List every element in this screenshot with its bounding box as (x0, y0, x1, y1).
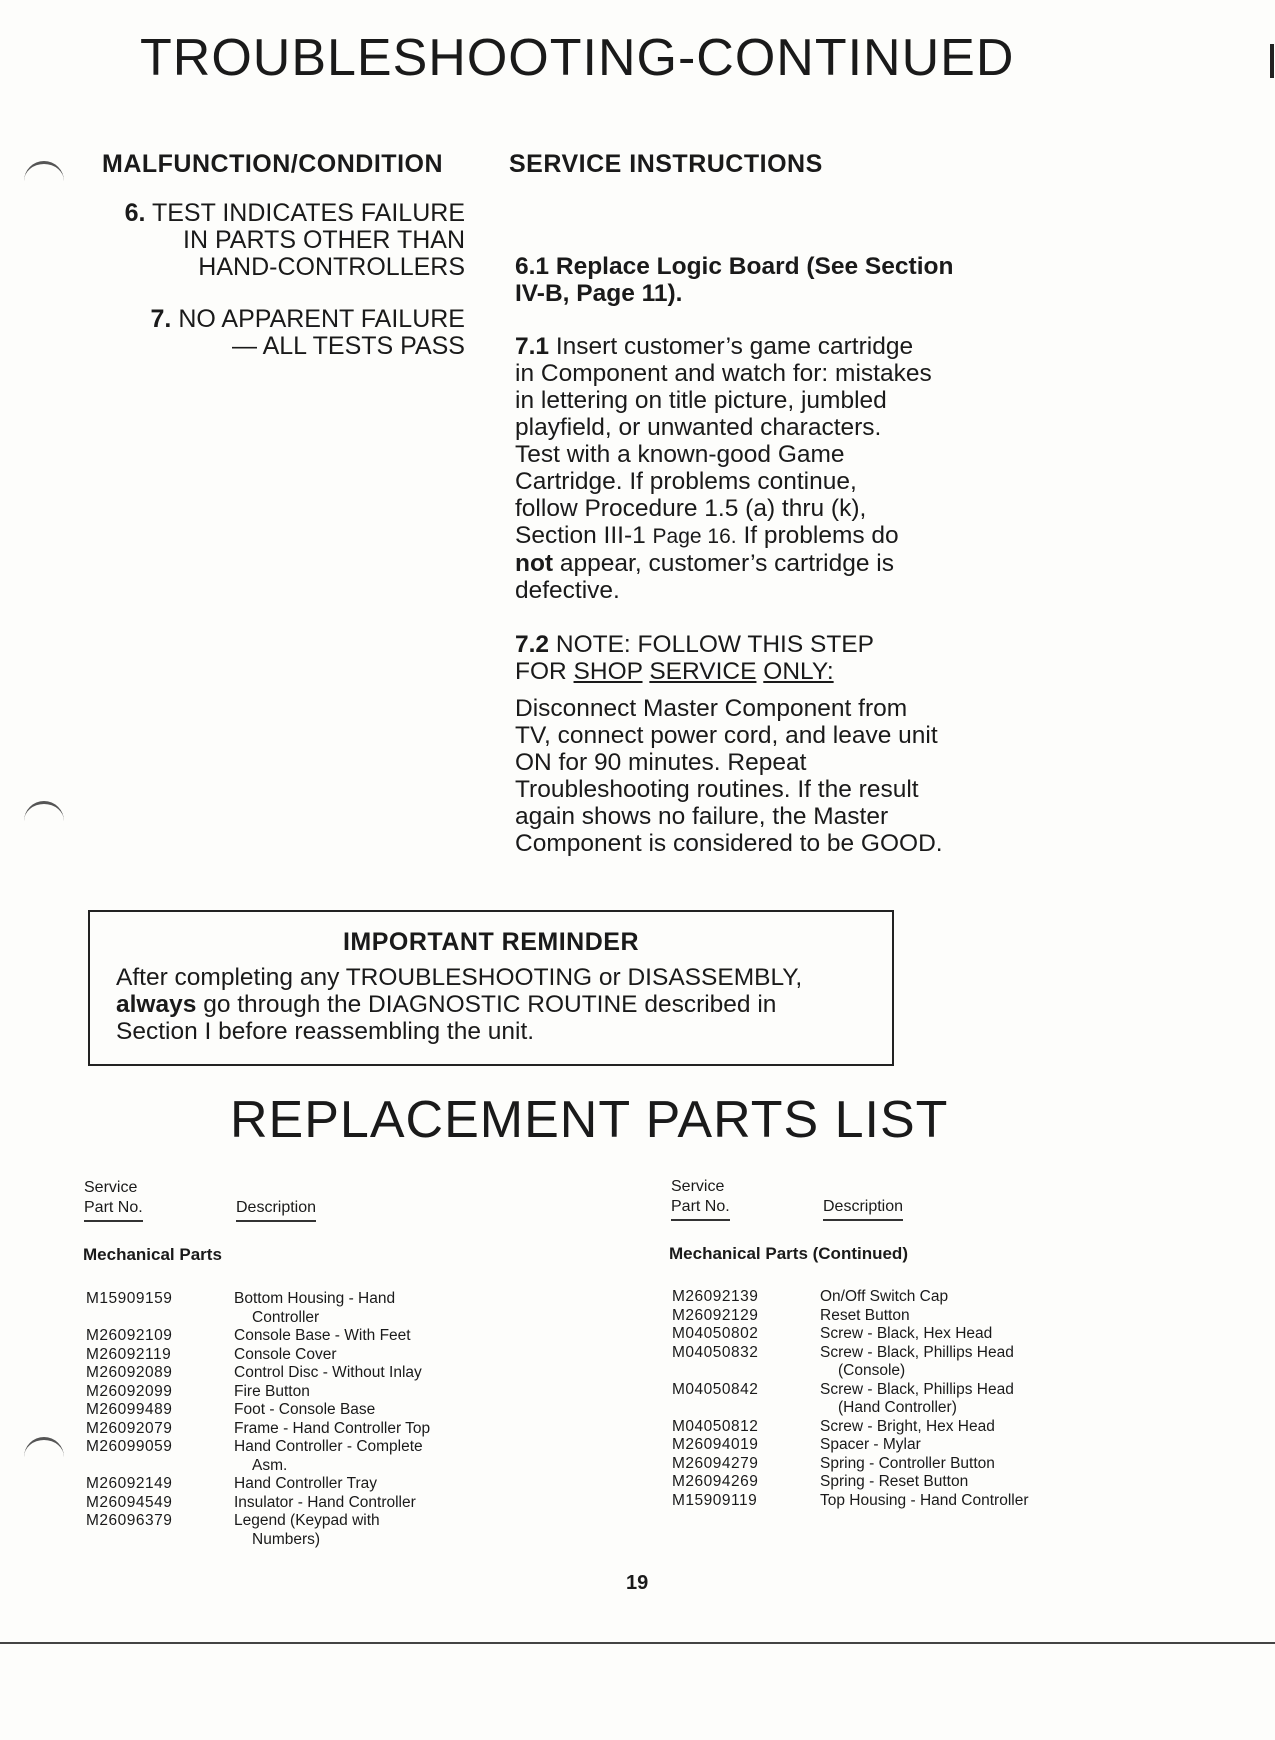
part-description (234, 1327, 474, 1346)
part-number: M26094269 (672, 1473, 759, 1490)
part-description (820, 1455, 1060, 1474)
malfunction-item-6 (45, 200, 465, 281)
part-description (820, 1473, 1060, 1492)
step-number: 7.1 (515, 333, 550, 360)
step-text: FOR (515, 658, 567, 685)
part-description (820, 1288, 1060, 1307)
part-number: M26092139 (672, 1288, 759, 1305)
part-number: M26092119 (86, 1345, 172, 1363)
step-text: Replace Logic Board (See Section (555, 253, 954, 280)
table-row (86, 1475, 474, 1494)
description-continuation: (Hand Controller) (838, 1399, 957, 1416)
part-number: M26092079 (86, 1419, 173, 1437)
part-description (234, 1364, 474, 1383)
description-text: Console Base - With Feet (234, 1327, 411, 1344)
service-step-7-1 (515, 333, 995, 604)
part-description (234, 1346, 474, 1365)
table-row (672, 1492, 1060, 1511)
column-header-service: SERVICE INSTRUCTIONS (509, 150, 823, 178)
header-service: Service (84, 1179, 138, 1196)
reminder-text: Section I before reassembling the unit. (116, 1018, 535, 1045)
step-text: NOTE: FOLLOW THIS STEP (555, 631, 874, 658)
table-row (86, 1494, 474, 1513)
description-text: Screw - Black, Hex Head (820, 1325, 993, 1342)
step-number: 7.2 (515, 631, 550, 658)
description-text: On/Off Switch Cap (820, 1288, 949, 1305)
page-edge-bar (1270, 44, 1274, 78)
step-text: Cartridge. If problems continue, (515, 468, 857, 495)
header-service: Service (671, 1178, 725, 1195)
parts-section-right: Mechanical Parts (Continued) (669, 1244, 908, 1263)
header-description: Description (236, 1198, 316, 1222)
description-text: Foot - Console Base (234, 1401, 376, 1418)
description-text: Spring - Reset Button (820, 1473, 969, 1490)
page-number: 19 (626, 1572, 649, 1594)
part-description (234, 1401, 474, 1420)
table-row (672, 1344, 1060, 1381)
service-step-7-2 (515, 631, 995, 857)
table-row (672, 1307, 1060, 1326)
description-text: Control Disc - Without Inlay (234, 1364, 422, 1381)
description-text: Spacer - Mylar (820, 1436, 921, 1453)
part-number: M04050802 (672, 1325, 759, 1342)
page-title: TROUBLESHOOTING-CONTINUED (140, 29, 1015, 87)
part-number: M26092089 (86, 1364, 173, 1381)
part-description (234, 1512, 474, 1549)
item-number: 7. (150, 305, 172, 333)
step-text: SHOP (573, 658, 643, 685)
item-text: NO APPARENT FAILURE (178, 305, 465, 333)
part-number: M26094019 (672, 1436, 759, 1453)
table-row (86, 1327, 474, 1346)
table-row (86, 1290, 474, 1327)
step-text: in Component and watch for: mistakes (515, 360, 932, 387)
step-text: IV-B, Page 11). (515, 280, 683, 307)
description-text: Fire Button (234, 1382, 310, 1400)
table-row (672, 1288, 1060, 1307)
table-row (86, 1383, 474, 1402)
description-text: Hand Controller Tray (234, 1475, 378, 1492)
header-part-no: Part No. (84, 1198, 143, 1222)
table-row (86, 1346, 474, 1365)
step-text: playfield, or unwanted characters. (515, 414, 882, 441)
reminder-text: go through the DIAGNOSTIC ROUTINE described in (203, 991, 777, 1018)
item-text: IN PARTS OTHER THAN (183, 226, 465, 254)
table-row (86, 1364, 474, 1383)
reminder-title: IMPORTANT REMINDER (342, 928, 640, 956)
description-text: Top Housing - Hand Controller (820, 1491, 1029, 1509)
item-text: — ALL TESTS PASS (232, 332, 465, 360)
important-reminder-box (88, 910, 894, 1066)
part-description (234, 1290, 474, 1327)
part-description (820, 1307, 1060, 1326)
part-description (820, 1492, 1060, 1511)
part-number: M04050842 (672, 1380, 759, 1398)
emphasis-text: always (116, 991, 197, 1018)
table-row (672, 1418, 1060, 1437)
step-text: If problems do (743, 522, 899, 549)
part-description (234, 1383, 474, 1402)
step-text: appear, customer’s cartridge is (559, 550, 894, 577)
header-part-no: Part No. (671, 1197, 730, 1221)
description-text: Spring - Controller Button (820, 1454, 995, 1472)
description-text: Screw - Black, Phillips Head (820, 1343, 1014, 1361)
reminder-text: After completing any TROUBLESHOOTING or DISASSEMBLY, (116, 964, 803, 991)
table-row (672, 1381, 1060, 1418)
part-number: M26099059 (86, 1438, 173, 1455)
part-number: M26092099 (86, 1382, 173, 1400)
step-text: TV, connect power cord, and leave unit (515, 722, 938, 749)
reminder-body (116, 964, 872, 1045)
table-row (672, 1473, 1060, 1492)
description-continuation: (Console) (838, 1362, 906, 1379)
part-number: M26094279 (672, 1454, 759, 1472)
description-text: Insulator - Hand Controller (234, 1493, 416, 1511)
description-continuation: Asm. (252, 1456, 288, 1474)
parts-header-left (84, 1178, 316, 1222)
part-description (234, 1494, 474, 1513)
part-description (820, 1344, 1060, 1381)
service-step-6-1 (515, 253, 995, 307)
part-number: M26094549 (86, 1493, 173, 1511)
step-text: Test with a known-good Game (515, 441, 845, 468)
description-continuation: Numbers) (252, 1530, 321, 1548)
table-row (86, 1420, 474, 1439)
part-number: M26092129 (672, 1306, 759, 1324)
step-number: 6.1 (515, 253, 550, 280)
description-continuation: Controller (252, 1308, 320, 1326)
part-number: M04050812 (672, 1417, 759, 1435)
part-description (820, 1418, 1060, 1437)
table-row (672, 1436, 1060, 1455)
step-text: Insert customer’s game cartridge (555, 333, 914, 360)
emphasis-text: not (515, 550, 554, 577)
column-header-malfunction: MALFUNCTION/CONDITION (102, 150, 444, 178)
step-text: follow Procedure 1.5 (a) thru (k), (515, 495, 867, 522)
binder-hole-mark (24, 161, 64, 182)
item-text: TEST INDICATES FAILURE (151, 199, 465, 227)
table-row (86, 1512, 474, 1549)
parts-list-title: REPLACEMENT PARTS LIST (230, 1091, 949, 1149)
malfunction-item-7 (45, 306, 465, 360)
table-row (672, 1455, 1060, 1474)
parts-table-left (86, 1290, 474, 1549)
part-description (820, 1381, 1060, 1418)
parts-section-left: Mechanical Parts (83, 1245, 222, 1264)
item-text: HAND-CONTROLLERS (198, 253, 465, 281)
description-text: Console Cover (234, 1345, 337, 1363)
description-text: Frame - Hand Controller Top (234, 1419, 431, 1437)
part-number: M26092109 (86, 1327, 173, 1344)
step-text: again shows no failure, the Master (515, 803, 889, 830)
part-number: M04050832 (672, 1343, 759, 1361)
step-text: in lettering on title picture, jumbled (515, 387, 887, 414)
table-row (86, 1401, 474, 1420)
step-text: Section III-1 (515, 522, 646, 549)
binder-hole-mark (24, 1437, 64, 1458)
part-number: M26099489 (86, 1401, 173, 1418)
parts-header-right (671, 1177, 903, 1221)
description-text: Reset Button (820, 1306, 910, 1324)
description-text: Screw - Bright, Hex Head (820, 1417, 995, 1435)
step-text: Troubleshooting routines. If the result (515, 776, 919, 803)
item-number: 6. (124, 199, 146, 227)
page-reference: Page 16. (652, 525, 737, 548)
description-text: Bottom Housing - Hand (234, 1290, 396, 1307)
table-row (86, 1438, 474, 1475)
part-number: M26092149 (86, 1475, 173, 1492)
part-description (234, 1420, 474, 1439)
header-description: Description (823, 1197, 903, 1221)
part-number: M26096379 (86, 1512, 173, 1529)
description-text: Legend (Keypad with (234, 1512, 380, 1529)
step-text: SERVICE (649, 658, 757, 685)
step-text: defective. (515, 577, 620, 604)
part-description (820, 1325, 1060, 1344)
table-row (672, 1325, 1060, 1344)
step-text: ON for 90 minutes. Repeat (515, 749, 807, 776)
part-description (234, 1438, 474, 1475)
step-text: Component is considered to be GOOD. (515, 830, 943, 857)
part-description (820, 1436, 1060, 1455)
step-text: Disconnect Master Component from (515, 695, 908, 722)
part-number: M15909119 (672, 1491, 758, 1509)
part-number: M15909159 (86, 1290, 173, 1307)
bottom-rule (0, 1642, 1275, 1644)
description-text: Hand Controller - Complete (234, 1438, 423, 1455)
step-text: ONLY: (763, 658, 834, 685)
binder-hole-mark (24, 801, 64, 822)
description-text: Screw - Black, Phillips Head (820, 1380, 1014, 1398)
parts-table-right (672, 1288, 1060, 1510)
part-description (234, 1475, 474, 1494)
